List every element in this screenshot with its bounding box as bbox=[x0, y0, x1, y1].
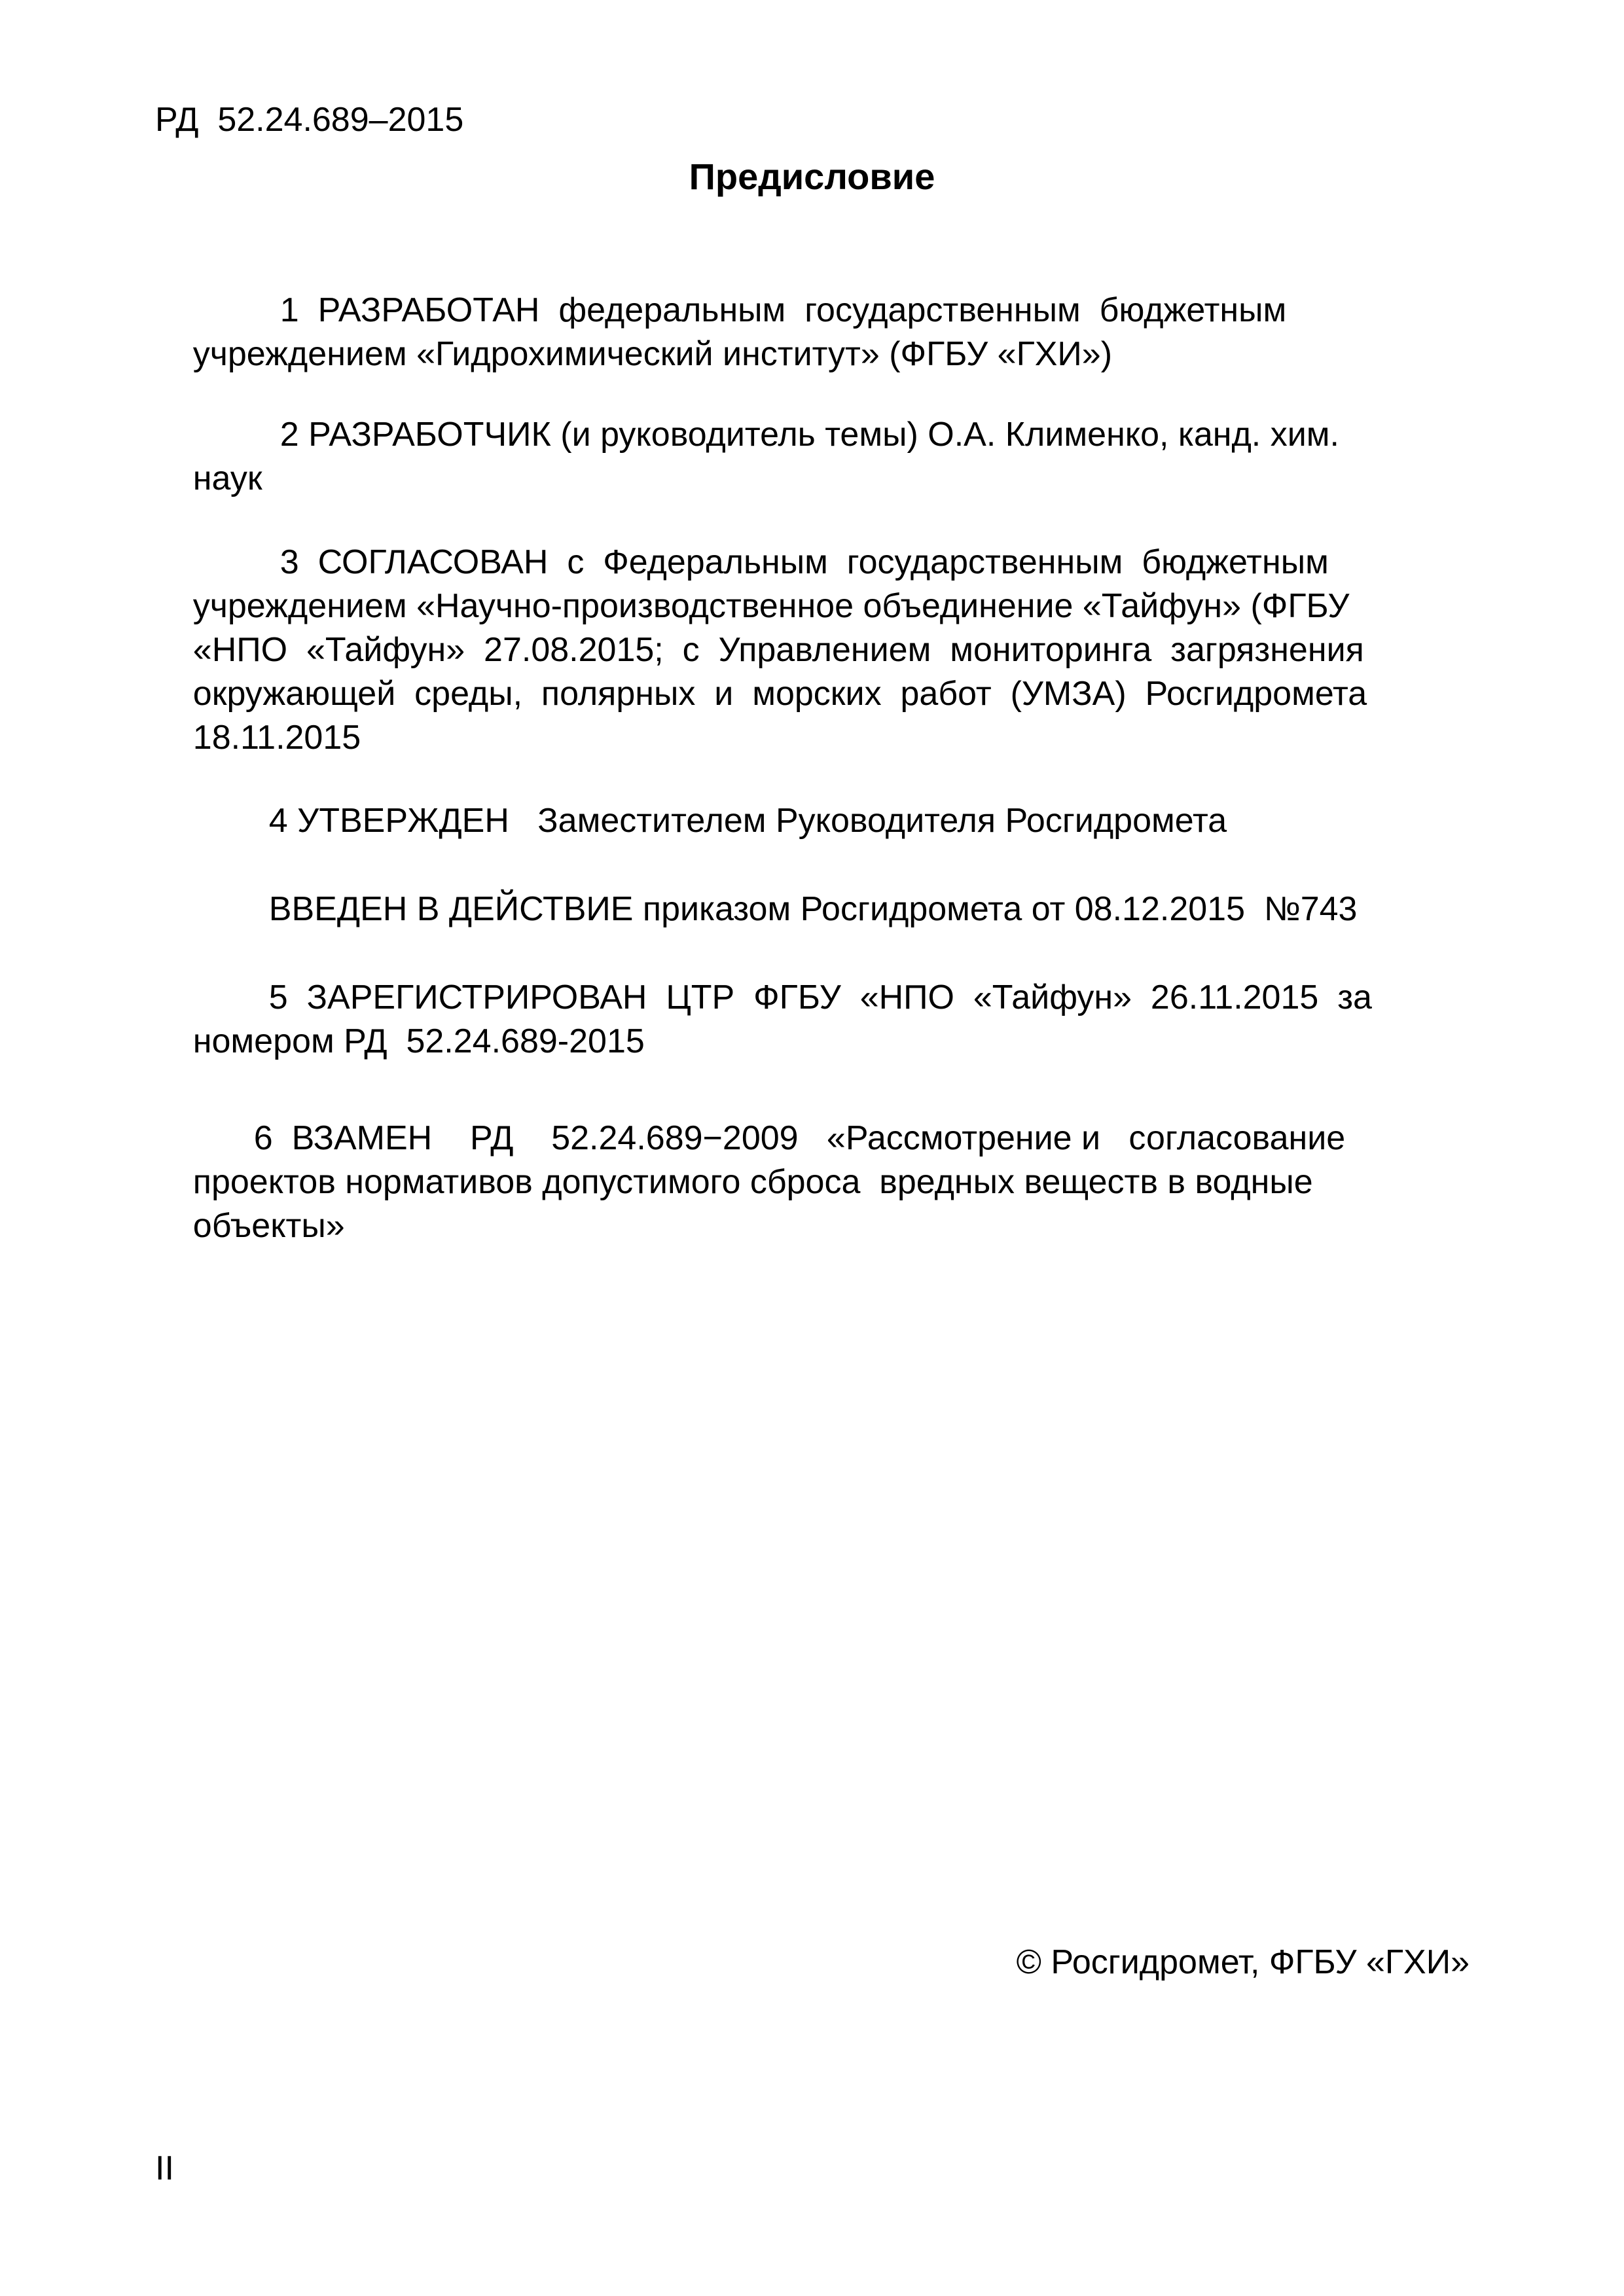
enacted-text: ВВЕДЕН В ДЕЙСТВИЕ приказом Росгидромета от 08.12.2015 №743 bbox=[268, 890, 1358, 928]
item-1-text-1: 1 РАЗРАБОТАН федеральным государственным бюджетным bbox=[280, 291, 1287, 329]
item-3-text-2: учреждением «Научно-производственное объединение «Тайфун» (ФГБУ bbox=[192, 587, 1350, 625]
item-3-text-3: «НПО «Тайфун» 27.08.2015; с Управлением мониторинга загрязнения bbox=[192, 631, 1364, 669]
item-2-text-1: 2 РАЗРАБОТЧИК (и руководитель темы) О.А. Клименко, канд. хим. bbox=[280, 416, 1339, 454]
item-6-text-2: проектов нормативов допустимого сброса вредных веществ в водные bbox=[192, 1163, 1313, 1201]
page-title: Предисловие bbox=[689, 156, 935, 197]
item-4-text-1: 4 УТВЕРЖДЕН Заместителем Руководителя Росгидромета bbox=[268, 802, 1227, 840]
page-number: II bbox=[155, 2149, 174, 2187]
item-3-text-4: окружающей среды, полярных и морских работ (УМЗА) Росгидромета bbox=[192, 675, 1367, 713]
item-2-text-2: наук bbox=[192, 459, 262, 497]
document-code-header: РД 52.24.689–2015 bbox=[155, 101, 464, 139]
item-5-text-2: номером РД 52.24.689-2015 bbox=[192, 1022, 645, 1060]
item-1-text-2: учреждением «Гидрохимический институт» (ФГБУ «ГХИ») bbox=[192, 335, 1113, 373]
item-6-line-3 bbox=[155, 1161, 345, 1291]
item-5-text-1: 5 ЗАРЕГИСТРИРОВАН ЦТР ФГБУ «НПО «Тайфун» 26.11.2015 за bbox=[268, 978, 1372, 1016]
item-3-text-1: 3 СОГЛАСОВАН с Федеральным государственным бюджетным bbox=[280, 543, 1329, 581]
copyright-notice: © Росгидромет, ФГБУ «ГХИ» bbox=[1016, 1943, 1470, 1981]
item-6-text-3: объекты» bbox=[192, 1207, 345, 1245]
item-2-line-1 bbox=[242, 370, 1339, 499]
item-3-text-5: 18.11.2015 bbox=[192, 719, 361, 757]
item-6-text-1: 6 ВЗАМЕН РД 52.24.689−2009 «Рассмотрение и согласование bbox=[253, 1119, 1346, 1157]
